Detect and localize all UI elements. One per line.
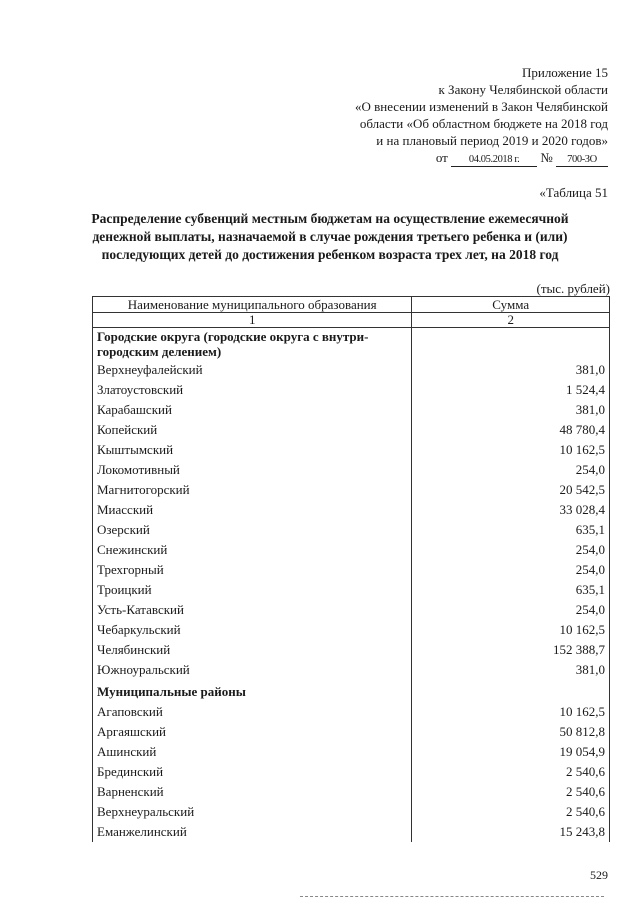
appendix-line: и на плановый период 2019 и 2020 годов»: [376, 133, 608, 148]
section-title: Городские округа (городские округа с внутри-городским делением): [93, 328, 412, 361]
amount-value: 15 243,8: [412, 822, 610, 842]
municipality-name: Еманжелинский: [93, 822, 412, 842]
table-row: [93, 782, 610, 802]
table-row: [93, 620, 610, 640]
table-row: [93, 560, 610, 580]
municipality-name: Озерский: [93, 520, 412, 540]
amount-value: 635,1: [412, 580, 610, 600]
municipality-name: Южноуральский: [93, 660, 412, 680]
table-row: [93, 802, 610, 822]
appendix-line: «О внесении изменений в Закон Челябинской: [354, 99, 608, 114]
table-row: [93, 660, 610, 680]
amount-value: 48 780,4: [412, 420, 610, 440]
amount-value: 33 028,4: [412, 500, 610, 520]
amount-value: 254,0: [412, 560, 610, 580]
from-label: от: [435, 150, 448, 165]
amount-value: 2 540,6: [412, 802, 610, 822]
column-header-name: Наименование муниципального образования: [93, 297, 412, 313]
table-row: [93, 540, 610, 560]
municipality-name: Миасский: [93, 500, 412, 520]
amount-value: 635,1: [412, 520, 610, 540]
municipality-name: Аргаяшский: [93, 722, 412, 742]
amount-value: 152 388,7: [412, 640, 610, 660]
municipality-name: Верхнеуфалейский: [93, 360, 412, 380]
municipality-name: Челябинский: [93, 640, 412, 660]
bottom-divider: [300, 896, 604, 897]
municipality-name: Трехгорный: [93, 560, 412, 580]
table-row: [93, 360, 610, 380]
table-row: [93, 460, 610, 480]
appendix-line: Приложение 15: [521, 65, 608, 80]
appendix-line: к Закону Челябинской области: [438, 82, 608, 97]
table-row: [93, 822, 610, 842]
column-number-row: [93, 313, 610, 328]
amount-value: 381,0: [412, 660, 610, 680]
table-row: [93, 500, 610, 520]
number-value: 700-ЗО: [556, 153, 608, 167]
table-row: [93, 520, 610, 540]
table-row: [93, 600, 610, 620]
table-row: [93, 440, 610, 460]
municipality-name: Агаповский: [93, 702, 412, 722]
municipality-name: Магнитогорский: [93, 480, 412, 500]
amount-value: 10 162,5: [412, 440, 610, 460]
column-number: 2: [412, 313, 610, 328]
amount-value: 50 812,8: [412, 722, 610, 742]
table-row: [93, 762, 610, 782]
appendix-header: [355, 64, 608, 167]
amount-value: 19 054,9: [412, 742, 610, 762]
number-label: №: [540, 150, 553, 165]
appendix-line: области «Об областном бюджете на 2018 год: [359, 116, 608, 131]
municipality-name: Снежинский: [93, 540, 412, 560]
municipality-name: Верхнеуральский: [93, 802, 412, 822]
document-title: Распределение субвенций местным бюджетам на осуществление ежемесячной денежной выплаты, назначаемой в случае рождения третьего ребенка и (или) последующих детей до достижения ребенком возраста трех лет, на 2018 год: [91, 211, 569, 262]
page-number: 529: [590, 868, 608, 882]
amount-value: 254,0: [412, 600, 610, 620]
municipality-name: Кыштымский: [93, 440, 412, 460]
table-row: [93, 480, 610, 500]
amount-value: 10 162,5: [412, 702, 610, 722]
table-row: [93, 420, 610, 440]
table-row: [93, 400, 610, 420]
date-number-line: [355, 149, 608, 167]
section-row: [93, 680, 610, 702]
amount-value: 254,0: [412, 460, 610, 480]
table-row: [93, 742, 610, 762]
table-row: [93, 640, 610, 660]
amount-value: 381,0: [412, 400, 610, 420]
amount-value: 2 540,6: [412, 762, 610, 782]
section-title: Муниципальные районы: [93, 680, 412, 702]
municipality-name: Усть-Катавский: [93, 600, 412, 620]
date-value: 04.05.2018 г.: [451, 153, 537, 167]
municipality-name: Копейский: [93, 420, 412, 440]
units-label: (тыс. рублей): [536, 281, 610, 296]
section-amount-cell: [412, 328, 610, 361]
table-row: [93, 702, 610, 722]
municipality-name: Чебаркульский: [93, 620, 412, 640]
municipality-name: Златоустовский: [93, 380, 412, 400]
amount-value: 2 540,6: [412, 782, 610, 802]
municipality-name: Брединский: [93, 762, 412, 782]
column-number: 1: [93, 313, 412, 328]
table-label: «Таблица 51: [539, 185, 608, 200]
subsidy-table: [92, 296, 610, 842]
amount-value: 20 542,5: [412, 480, 610, 500]
municipality-name: Карабашский: [93, 400, 412, 420]
amount-value: 254,0: [412, 540, 610, 560]
amount-value: 10 162,5: [412, 620, 610, 640]
municipality-name: Варненский: [93, 782, 412, 802]
column-header-amount: Сумма: [412, 297, 610, 313]
municipality-name: Троицкий: [93, 580, 412, 600]
table-row: [93, 380, 610, 400]
municipality-name: Локомотивный: [93, 460, 412, 480]
section-amount-cell: [412, 680, 610, 702]
header-row: [93, 297, 610, 313]
amount-value: 1 524,4: [412, 380, 610, 400]
amount-value: 381,0: [412, 360, 610, 380]
table-row: [93, 580, 610, 600]
municipality-name: Ашинский: [93, 742, 412, 762]
section-row: [93, 328, 610, 361]
table-row: [93, 722, 610, 742]
